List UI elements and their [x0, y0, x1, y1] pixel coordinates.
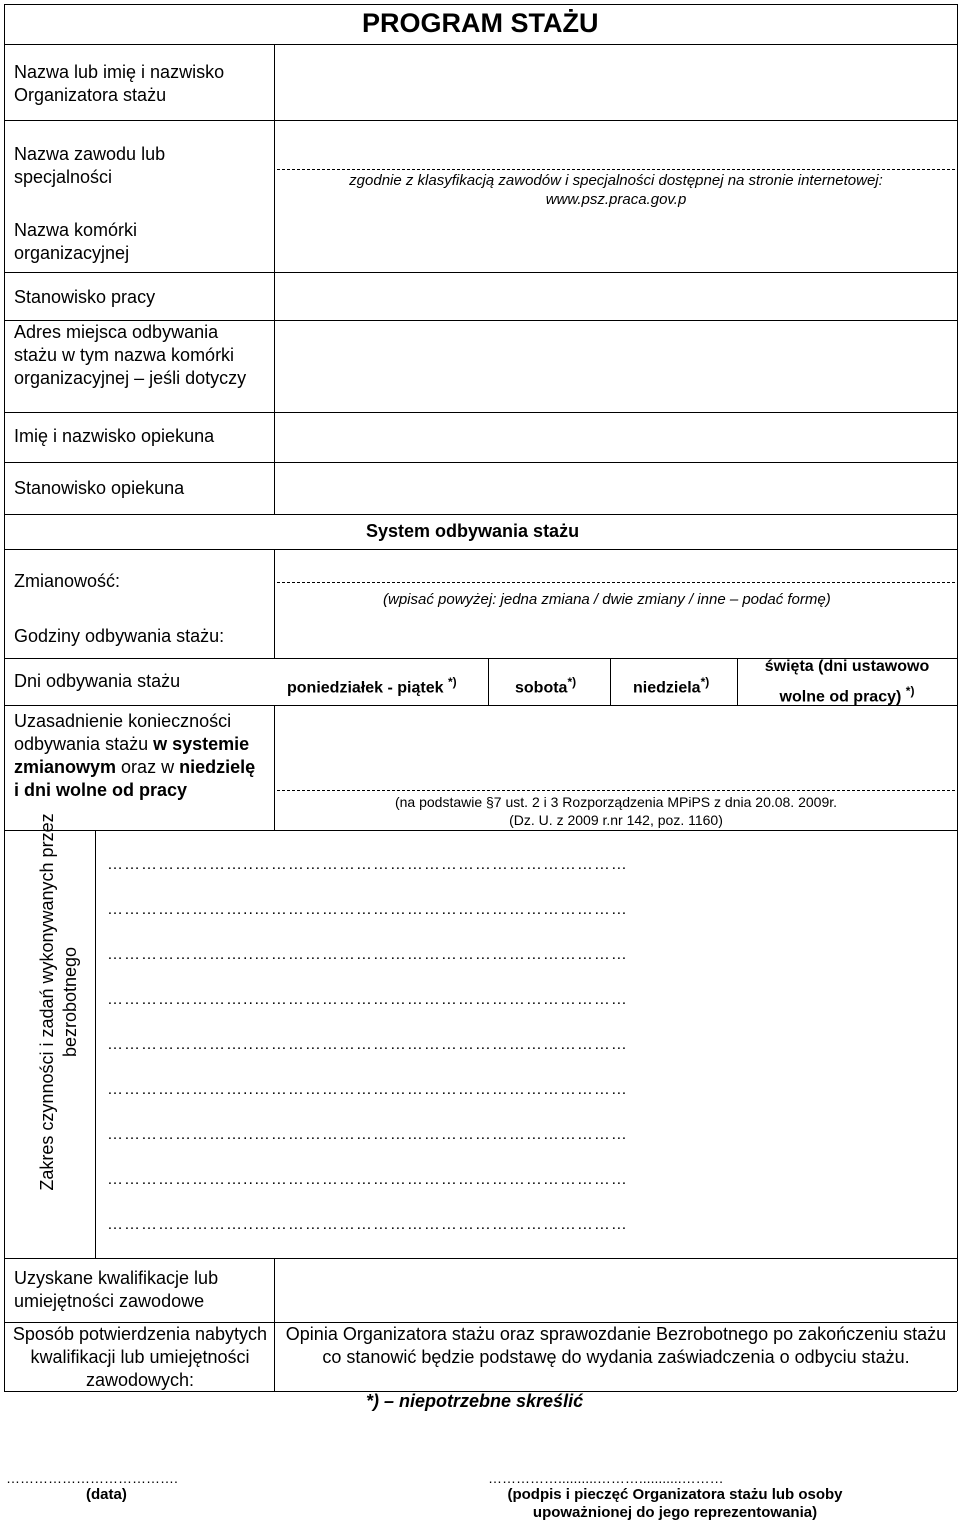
zmianowosc-note: (wpisać powyżej: jedna zmiana / dwie zmiany / inne – podać formę) [383, 591, 831, 608]
date-label: (data) [86, 1486, 127, 1503]
dot-line: ……………………..………………………………………………………… [107, 1216, 628, 1233]
sposob-text: Opinia Organizatora stażu oraz sprawozdanie Bezrobotnego po zakończeniu stażu co stanowić będzie podstawę do wydania zaświadczenia o odbyciu stażu. [285, 1324, 947, 1367]
label-dni: Dni odbywania stażu [14, 671, 181, 691]
zakres-label: Zakres czynności i zadań wykonywanych przez bezrobotnego [37, 813, 80, 1191]
zawod-note: zgodnie z klasyfikacją zawodów i specjalności dostępnej na stronie internetowej: www.psz.praca.gov.p [349, 172, 883, 208]
dot-line: ……………………..………………………………………………………… [107, 1036, 628, 1053]
dni-option-saturday: sobota*) [515, 675, 577, 697]
label-godziny: Godziny odbywania stażu: [14, 626, 225, 646]
label-zawod: Nazwa zawodu lub specjalności [14, 144, 166, 187]
label-opiekun: Imię i nazwisko opiekuna [14, 426, 215, 446]
footnote-mark: *) [905, 684, 915, 698]
label-stanowisko: Stanowisko pracy [14, 287, 156, 307]
date-dots: ………………………………. [6, 1470, 178, 1486]
dni-option-weekdays: poniedziałek - piątek *) [287, 675, 457, 697]
system-header: System odbywania stażu [366, 521, 580, 541]
label-komorka: Nazwa komórki organizacyjnej [14, 220, 138, 263]
signature-label: (podpis i pieczęć Organizatora stażu lub osoby upoważnionej do jego reprezentowania) [507, 1486, 843, 1521]
page-title: PROGRAM STAŻU [362, 8, 599, 38]
label-uzasadnienie: Uzasadnienie konieczności odbywania stażu w systemie zmianowym oraz w niedzielę i dni wolne od pracy [14, 711, 256, 800]
dot-line: ……………………..………………………………………………………… [107, 856, 628, 873]
dot-line: ……………………..………………………………………………………… [107, 991, 628, 1008]
dni-option-sunday: niedziela*) [633, 675, 710, 697]
label-organizator: Nazwa lub imię i nazwisko Organizatora stażu [14, 62, 225, 105]
signature-dots: ……………..........………...........……… [488, 1470, 724, 1486]
footnote: *) – niepotrzebne skreślić [366, 1391, 584, 1411]
label-sposob: Sposób potwierdzenia nabytych kwalifikacji lub umiejętności zawodowych: [12, 1324, 268, 1390]
dot-line: ……………………..………………………………………………………… [107, 901, 628, 918]
footnote-mark: *) [567, 675, 577, 689]
dot-line: ……………………..………………………………………………………… [107, 1081, 628, 1098]
label-zmianowosc: Zmianowość: [14, 571, 121, 591]
label-stanowisko-opiekuna: Stanowisko opiekuna [14, 478, 185, 498]
dot-line: ……………………..………………………………………………………… [107, 946, 628, 963]
dni-option-holidays: święta (dni ustawowo wolne od pracy) *) [764, 658, 930, 706]
dot-line: ……………………..………………………………………………………… [107, 1171, 628, 1188]
dot-line: ……………………..………………………………………………………… [107, 1126, 628, 1143]
label-adres: Adres miejsca odbywania stażu w tym nazwa komórki organizacyjnej – jeśli dotyczy [14, 322, 247, 388]
uzasadnienie-note: (na podstawie §7 ust. 2 i 3 Rozporządzenia MPiPS z dnia 20.08. 2009r. (Dz. U. z 2009 r.nr 142, poz. 1160) [394, 794, 838, 828]
footnote-mark: *) [700, 675, 710, 689]
label-kwalifikacje: Uzyskane kwalifikacje lub umiejętności zawodowe [14, 1268, 219, 1311]
footnote-mark: *) [447, 675, 457, 689]
